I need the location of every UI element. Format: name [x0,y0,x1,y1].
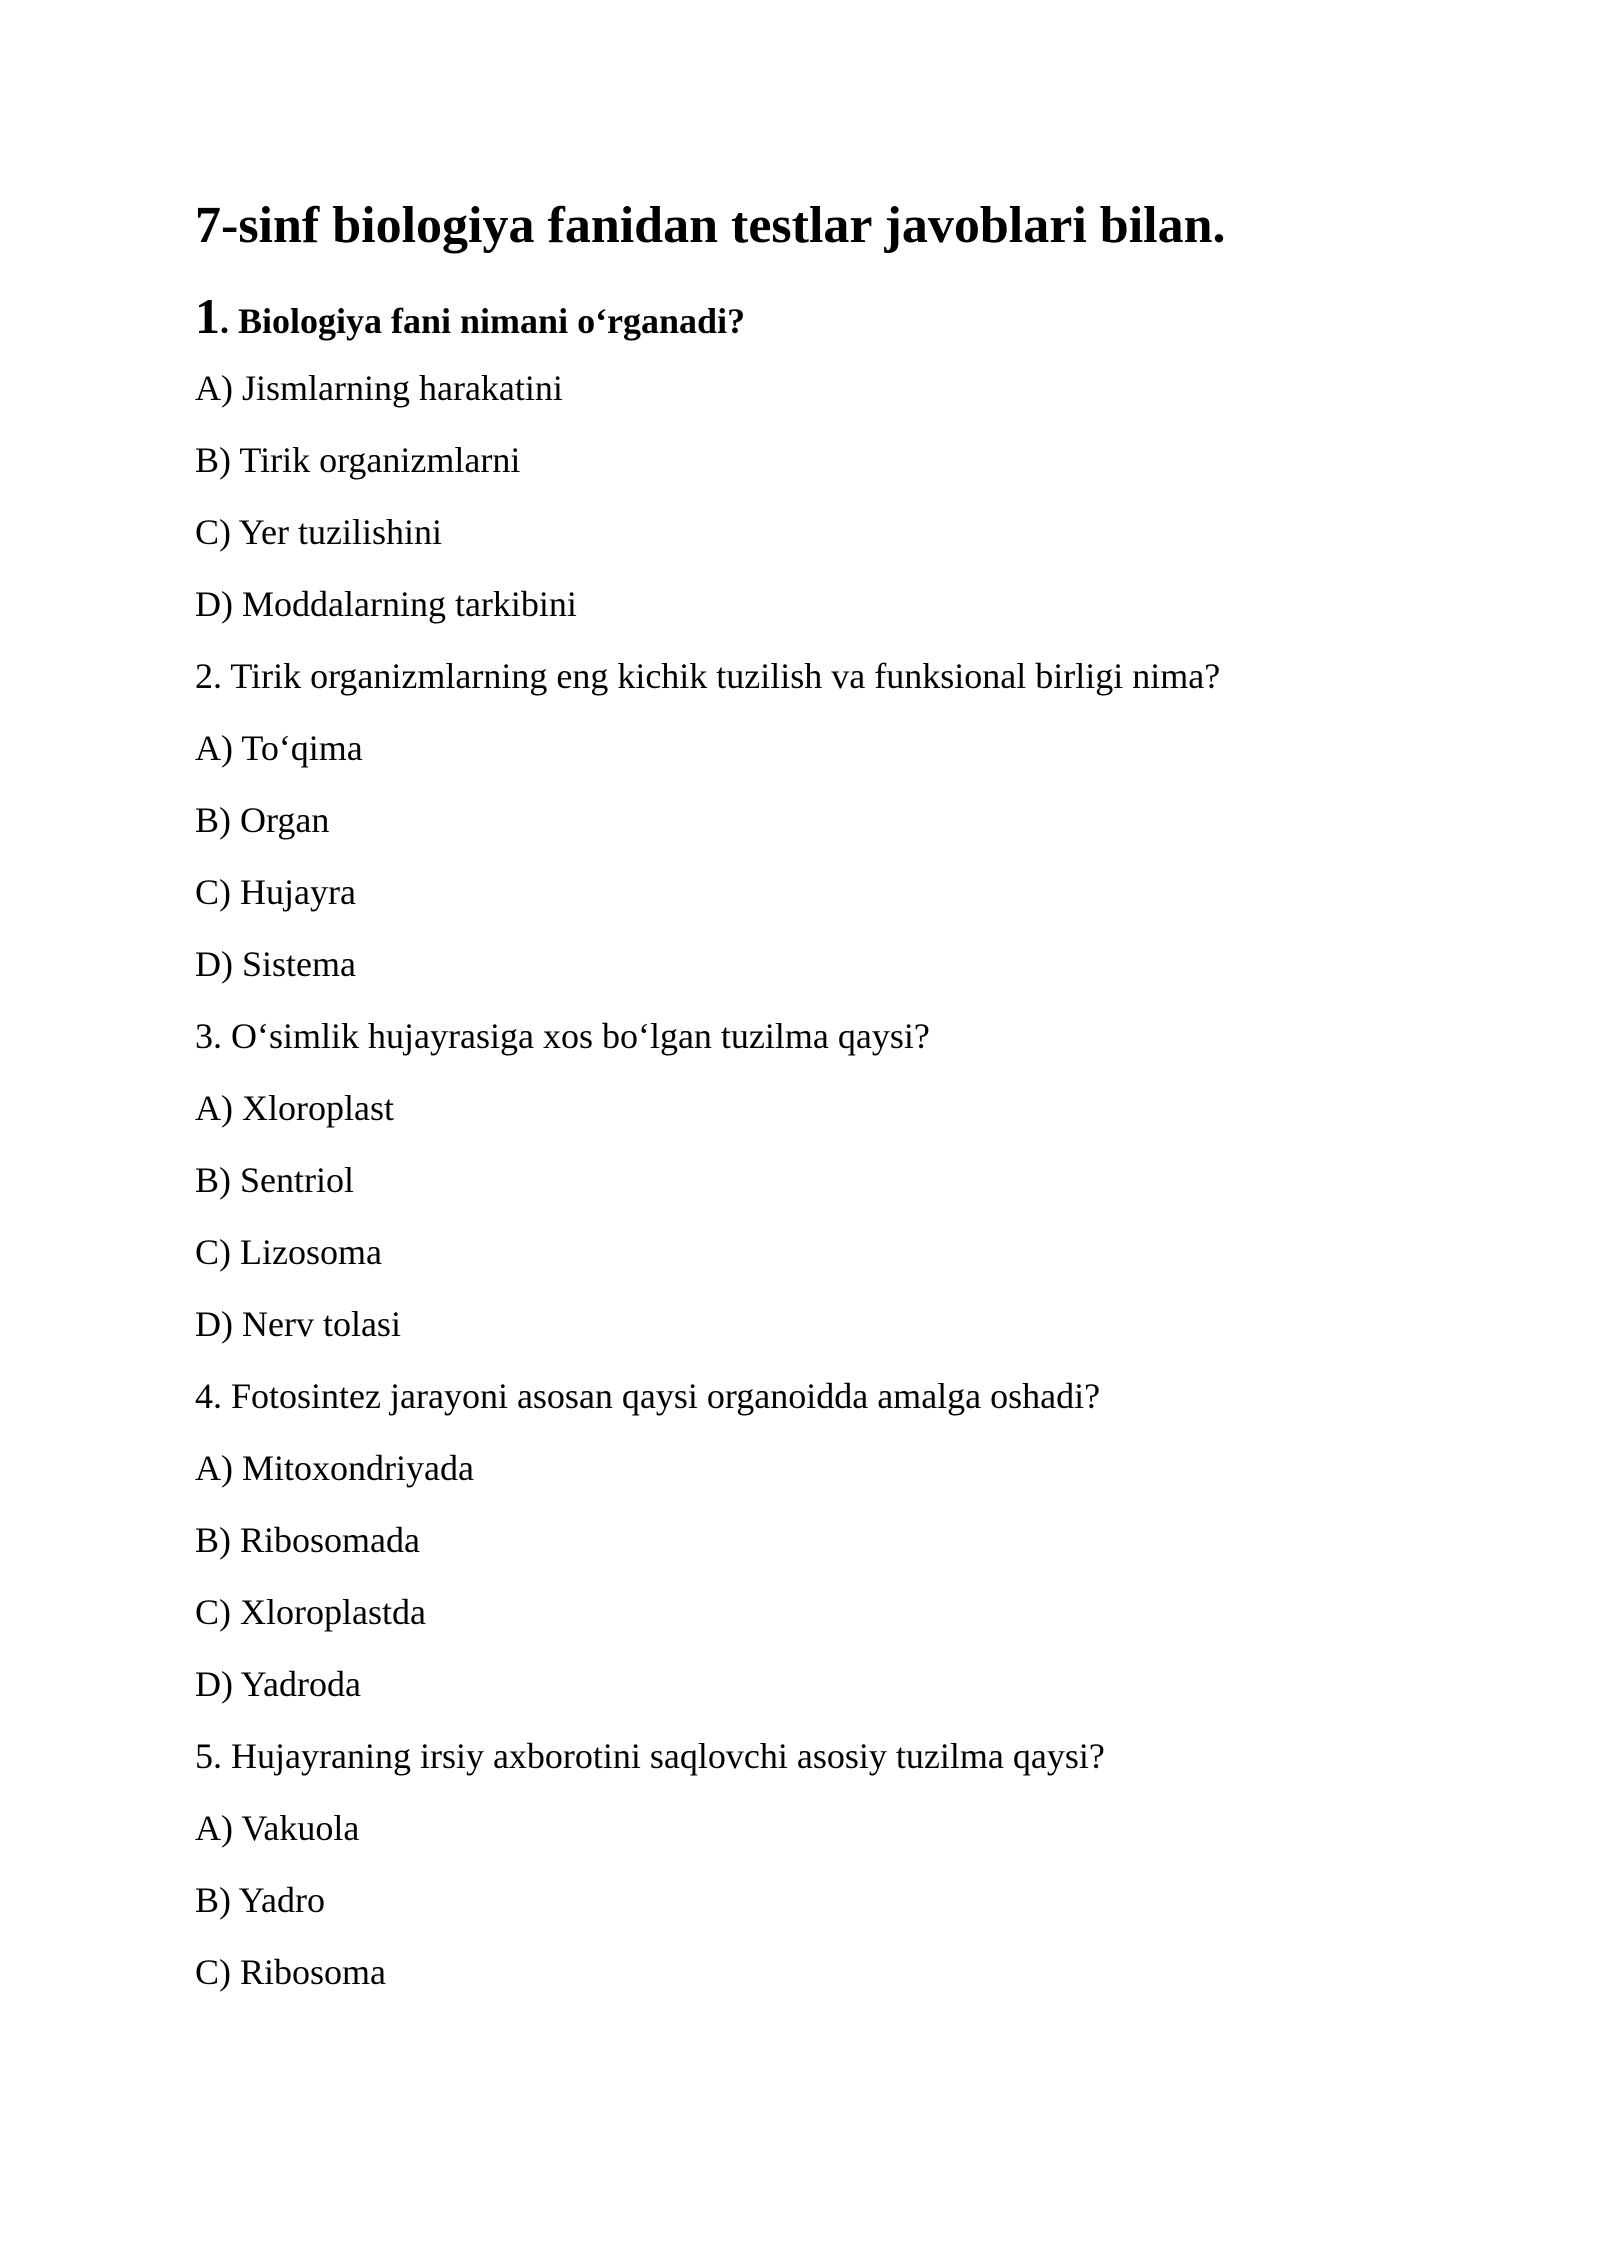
option-a: A) To‘qima [195,728,363,768]
option-d: D) Yadroda [195,1664,361,1704]
option-b: B) Yadro [195,1880,326,1920]
option-a: A) Mitoxondriyada [195,1448,474,1488]
option-b: B) Sentriol [195,1160,354,1200]
question-text: 2. Tirik organizmlarning eng kichik tuzilish va funksional birligi nima? [195,656,1221,696]
option-c: C) Ribosoma [195,1952,387,1992]
question-3 [195,1000,1405,1360]
option-c: C) Lizosoma [195,1232,382,1272]
option-c: C) Xloroplastda [195,1592,426,1632]
option-b: B) Tirik organizmlarni [195,440,521,480]
option-a: A) Xloroplast [195,1088,394,1128]
question-4 [195,1360,1405,1720]
option-d: D) Moddalarning tarkibini [195,584,577,624]
option-a: A) Jismlarning harakatini [195,368,563,408]
question-5 [195,1720,1405,2008]
question-1 [195,280,1405,640]
question-label: . Biologiya fani nimani o‘rganadi? [220,301,746,341]
question-text: 5. Hujayraning irsiy axborotini saqlovchi asosiy tuzilma qaysi? [195,1736,1105,1776]
option-a: A) Vakuola [195,1808,360,1848]
option-b: B) Organ [195,800,330,840]
question-number: 1 [195,288,220,344]
option-d: D) Nerv tolasi [195,1304,401,1344]
option-c: C) Yer tuzilishini [195,512,443,552]
question-text: 4. Fotosintez jarayoni asosan qaysi organoidda amalga oshadi? [195,1376,1101,1416]
question-text [195,280,1405,352]
option-c: C) Hujayra [195,872,356,912]
document-title: 7-sinf biologiya fanidan testlar javoblari bilan. [195,197,1226,254]
document-page [195,190,1405,2008]
question-text: 3. O‘simlik hujayrasiga xos bo‘lgan tuzilma qaysi? [195,1016,930,1056]
option-b: B) Ribosomada [195,1520,420,1560]
option-d: D) Sistema [195,944,356,984]
question-2 [195,640,1405,1000]
